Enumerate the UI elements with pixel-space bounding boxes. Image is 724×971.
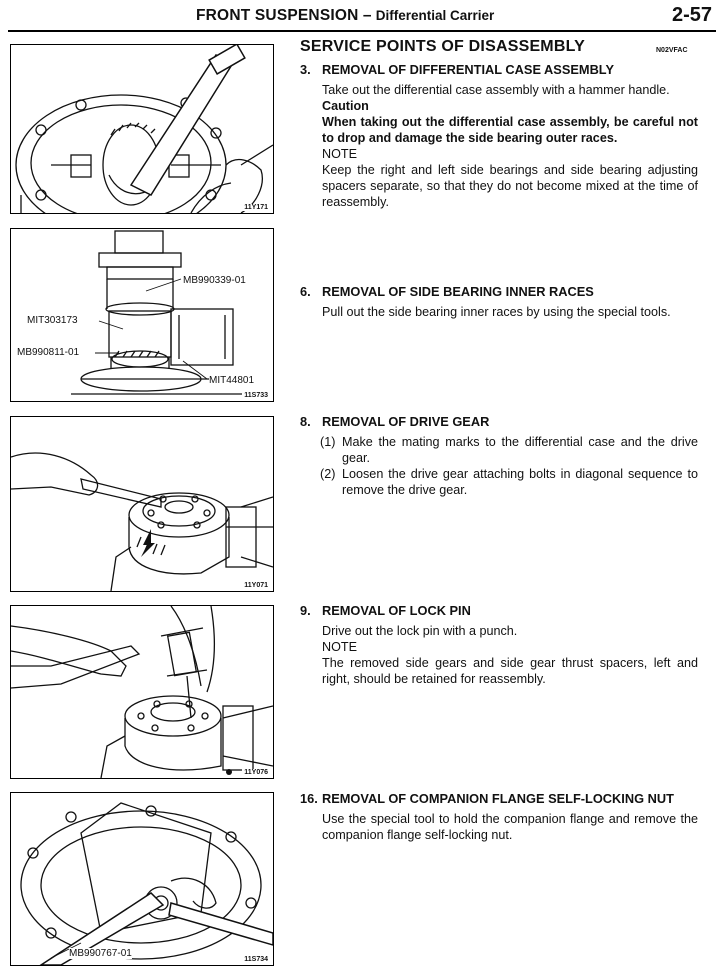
step-3-number: 3. bbox=[300, 62, 311, 77]
step-8-item-1-text: Make the mating marks to the differential case and the drive gear. bbox=[342, 435, 698, 465]
figure-1-illustration bbox=[11, 45, 273, 213]
step-6 bbox=[300, 284, 698, 320]
figure-1 bbox=[10, 44, 274, 214]
header-title bbox=[196, 7, 494, 25]
step-8-number: 8. bbox=[300, 414, 311, 429]
header-title-dash: – bbox=[358, 7, 376, 24]
figure-5-code: 11S734 bbox=[244, 956, 268, 963]
step-9-number: 9. bbox=[300, 603, 311, 618]
figure-2 bbox=[10, 228, 274, 402]
step-16-body: Use the special tool to hold the companion flange and remove the companion flange self-locking nut. bbox=[322, 812, 698, 842]
section-ref-code: N02VFAC bbox=[656, 47, 688, 54]
step-8-item-2-text: Loosen the drive gear attaching bolts in diagonal sequence to remove the drive gear. bbox=[342, 467, 698, 497]
step-9-heading bbox=[300, 603, 698, 619]
section-title: SERVICE POINTS OF DISASSEMBLY bbox=[300, 38, 585, 55]
label-mit44801: MIT44801 bbox=[209, 375, 255, 386]
step-3-heading bbox=[300, 62, 698, 78]
step-3-note-text: Keep the right and left side bearings and side bearing adjusting spacers separate, so that they do not become mixed at the time of reassembly. bbox=[322, 163, 698, 209]
label-mb990339: MB990339-01 bbox=[183, 275, 246, 286]
step-6-body: Pull out the side bearing inner races by using the special tools. bbox=[322, 305, 671, 319]
step-6-number: 6. bbox=[300, 284, 311, 299]
figure-5-illustration bbox=[11, 793, 273, 965]
step-8 bbox=[300, 414, 698, 498]
step-8-item-1 bbox=[320, 434, 698, 466]
step-9-body: Drive out the lock pin with a punch. bbox=[322, 624, 518, 638]
step-9-title: REMOVAL OF LOCK PIN bbox=[322, 603, 471, 618]
step-3-title: REMOVAL OF DIFFERENTIAL CASE ASSEMBLY bbox=[322, 62, 614, 77]
step-6-heading bbox=[300, 284, 698, 300]
step-8-item-1-number: (1) bbox=[320, 435, 336, 449]
label-mb990811: MB990811-01 bbox=[17, 347, 80, 358]
step-16-title: REMOVAL OF COMPANION FLANGE SELF-LOCKING NUT bbox=[322, 791, 674, 806]
figure-1-code: 11Y171 bbox=[244, 204, 268, 211]
step-8-heading bbox=[300, 414, 698, 430]
step-16-number: 16. bbox=[300, 791, 318, 806]
figure-4-code: 11Y076 bbox=[244, 769, 268, 776]
step-9-note-heading: NOTE bbox=[322, 640, 357, 654]
step-3-caution-text: When taking out the differential case assembly, be careful not to drop and damage the side bearing outer races. bbox=[322, 115, 698, 145]
step-9-note-text: The removed side gears and side gear thrust spacers, left and right, should be retained for reassembly. bbox=[322, 656, 698, 686]
page-number: 2-57 bbox=[671, 4, 712, 26]
page-header bbox=[8, 4, 716, 32]
figure-3-illustration bbox=[11, 417, 273, 591]
label-mb990767: MB990767-01 bbox=[69, 948, 132, 959]
step-3-body: Take out the differential case assembly with a hammer handle. bbox=[322, 83, 670, 97]
figure-2-code: 11S733 bbox=[244, 392, 268, 399]
step-3 bbox=[300, 62, 698, 210]
step-3-caution-heading: Caution bbox=[322, 99, 369, 113]
step-6-title: REMOVAL OF SIDE BEARING INNER RACES bbox=[322, 284, 594, 299]
step-8-item-2-number: (2) bbox=[320, 467, 336, 481]
step-16 bbox=[300, 791, 698, 843]
header-title-sub: Differential Carrier bbox=[375, 8, 495, 23]
step-8-item-2 bbox=[320, 466, 698, 498]
figure-5 bbox=[10, 792, 274, 966]
figure-3-code: 11Y071 bbox=[244, 582, 268, 589]
figure-4 bbox=[10, 605, 274, 779]
figure-3 bbox=[10, 416, 274, 592]
label-mit303173: MIT303173 bbox=[27, 315, 78, 326]
step-8-title: REMOVAL OF DRIVE GEAR bbox=[322, 414, 490, 429]
step-9 bbox=[300, 603, 698, 687]
header-title-main: FRONT SUSPENSION bbox=[196, 7, 359, 24]
figure-4-illustration bbox=[11, 606, 273, 778]
step-3-note-heading: NOTE bbox=[322, 147, 357, 161]
step-16-heading bbox=[300, 791, 698, 807]
